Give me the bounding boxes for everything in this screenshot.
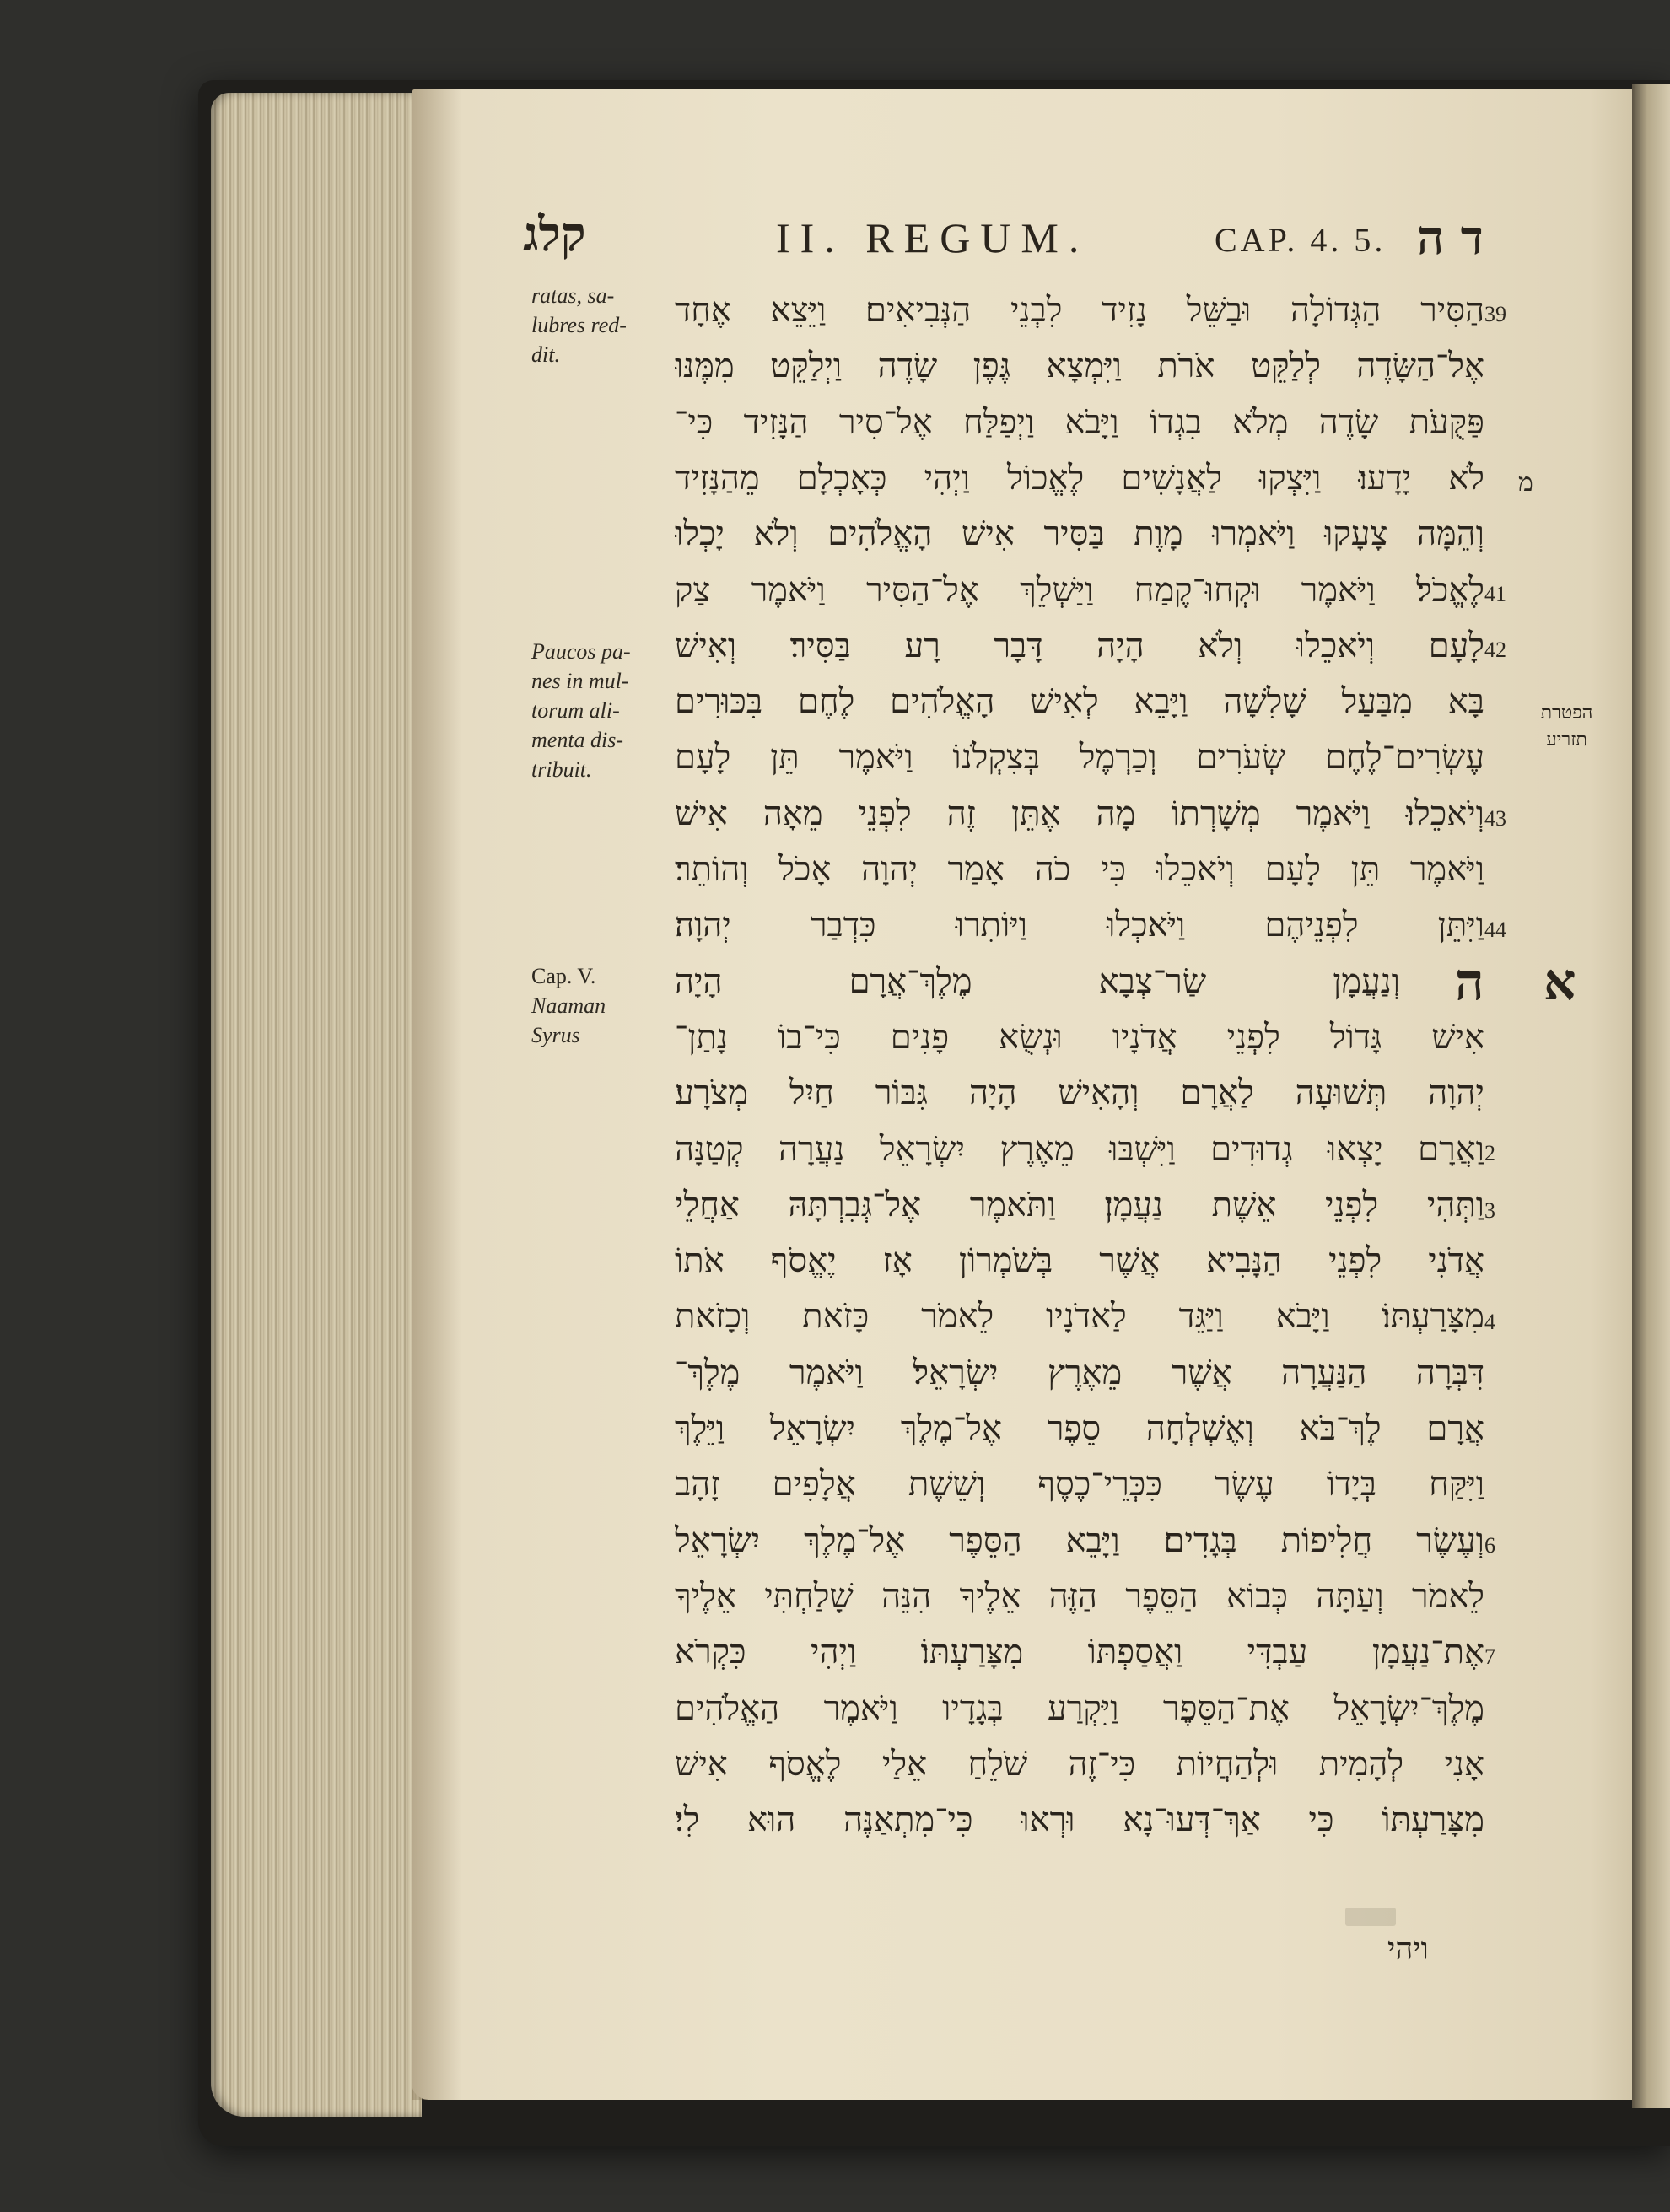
margin-note-line: torum ali- [531,698,620,723]
chapter-label: CAP. 4. 5. [1215,221,1387,259]
margin-note-line: Naaman [531,993,606,1018]
verse-number: 2 [1484,1141,1495,1165]
page-edges [211,93,422,2117]
text-line: לֵאמֹר וְעַתָּה כְּבוֹא הַסֵּפֶר הַזֶּה אֵלֶיךָ הִנֵּה שָׁלַחְתִּי אֵלֶיךָ [675,1577,1484,1616]
margin-note-line: dit. [531,342,560,367]
verse-number: 6 [1484,1533,1495,1558]
text-line: לָעָם וְיֹאכֵלוּ וְלֹא הָיָה דָּבָר רָע בַּסִּיר׃ וְאִישׁ [675,627,1484,665]
text-line: אֲדֹנִי לִפְנֵי הַנָּבִיא אֲשֶׁר בְּשֹׁמְרוֹן אָז יֶאֱסֹף אֹתוֹ [675,1241,1484,1280]
faint-stamp [1345,1908,1396,1926]
folio-number: קלג [523,207,586,262]
text-line: פַּקֻּעֹת שָׂדֶה מְלֹא בִגְדוֹ וַיָּבֹא וַיְפַלַּח אֶל־סִיר הַנָּזִיד כִּי־ [675,403,1484,442]
margin-note-line: nes in mul- [531,669,629,693]
verse-number: 39 [1484,302,1506,326]
text-line: וַיֹּאמֶר תֵּן לָעָם וְיֹאכֵלוּ כִּי כֹה אָמַר יְהוָה אָכֹל וְהוֹתֵר׃ [675,850,1484,889]
text-line: הַסִּיר הַגְּדוֹלָה וּבַשֵּׁל נָזִיד לִבְנֵי הַנְּבִיאִים׃ וַיֵּצֵא אֶחָד [675,291,1484,330]
verse-number: 3 [1484,1198,1495,1223]
text-line: לֹא יָדָעוּ׃ וַיִּצְקוּ לַאֲנָשִׁים לֶאֱכוֹל וַיְהִי כְּאָכְלָם מֵהַנָּזִיד [675,459,1484,498]
margin-note-line: tribuit. [531,757,592,782]
margin-note-line: Syrus [531,1023,580,1047]
page-gutter [1632,84,1670,2108]
haftarah-line: הפטרת [1540,702,1593,724]
text-line: לֶאֱכֹל׃ וַיֹּאמֶר וּקְחוּ־קֶמַח וַיַּשְׁלֵךְ אֶל־הַסִּיר וַיֹּאמֶר צַק [675,571,1484,610]
margin-note-line: Paucos pa- [531,639,631,664]
margin-note-line: lubres red- [531,313,627,337]
chapter-hebrew-letters: ד ה [1417,210,1484,266]
verse-number: 41 [1484,582,1506,606]
margin-note-paucos [531,637,675,784]
text-line: מִצָּרַעְתּוֹ כִּי אַךְ־דְּעוּ־נָא וּרְאוּ כִּי־מִתְאַנֶּה הוּא לִי׃ [675,1800,1484,1839]
text-line: בָּא מִבַּעַל שָׁלִשָׁה וַיָּבֵא לְאִישׁ הָאֱלֹהִים לֶחֶם בִּכּוּרִים [675,682,1484,721]
chapter-letter-right: א [1543,953,1576,1012]
text-line: וְהֵמָּה צָעָקוּ וַיֹּאמְרוּ מָוֶת בַּסִּיר אִישׁ הָאֱלֹהִים וְלֹא יָכְלוּ [675,514,1484,553]
text-line: וַאֲרָם יָצְאוּ גְדוּדִים וַיִּשְׁבּוּ מֵאֶרֶץ יִשְׂרָאֵל נַעֲרָה קְטַנָּה [675,1130,1484,1169]
margin-note-naaman [531,961,675,1050]
text-line: אֶת־נַעֲמָן עַבְדִּי וַאֲסַפְתּוֹ מִצָּרַעְתּוֹ׃ וַיְהִי כִּקְרֹא [675,1633,1484,1671]
margin-note-ratas [531,281,675,369]
text-line: וְעֶשֶׂר חֲלִיפוֹת בְּגָדִים׃ וַיָּבֵא הַסֵּפֶר אֶל־מֶלֶךְ יִשְׂרָאֵל [675,1521,1484,1560]
verse-number: 44 [1484,918,1506,942]
verse-number: 4 [1484,1310,1495,1334]
text-line: אֲרָם לֶךְ־בֹּא וְאֶשְׁלְחָה סֵפֶר אֶל־מֶלֶךְ יִשְׂרָאֵל וַיֵּלֶךְ [675,1409,1484,1448]
haftarah-line: תזריע [1546,729,1587,751]
text-line: מֶלֶךְ־יִשְׂרָאֵל אֶת־הַסֵּפֶר וַיִּקְרַע בְּגָדָיו וַיֹּאמֶר הַאֱלֹהִים [675,1689,1484,1728]
text-line: אָנִי לְהָמִית וּלְהַחֲיוֹת כִּי־זֶה שֹׁלֵחַ אֵלַי לֶאֱסֹף אִישׁ [675,1745,1484,1784]
margin-note-line: menta dis- [531,728,624,752]
text-line: אִישׁ גָּדוֹל לִפְנֵי אֲדֹנָיו וּנְשֻׂא פָנִים כִּי־בוֹ נָתַן־ [675,1018,1484,1057]
verse-number: מ [1518,469,1533,497]
haftarah-note [1527,700,1607,754]
text-line: אֶל־הַשָּׂדֶה לְלַקֵּט אֹרֹת וַיִּמְצָא גֶּפֶן שָׂדֶה וַיְלַקֵּט מִמֶּנּוּ [675,347,1484,385]
verse-number: 7 [1484,1644,1495,1669]
verse-number: 43 [1484,806,1506,831]
running-head [523,207,1510,274]
text-line: וַיִּתֵּן לִפְנֵיהֶם וַיֹּאכְלוּ וַיּוֹתִרוּ כִּדְבַר יְהוָה׃ [675,906,1484,945]
text-line: וַיִּקַּח בְּיָדוֹ עֶשֶׂר כִּכְּרֵי־כֶסֶף וְשֵׁשֶׁת אֲלָפִים זָהָב [675,1465,1484,1504]
margin-note-line: ratas, sa- [531,283,615,308]
text-line: וְנַעֲמָן שַׂר־צְבָא מֶלֶךְ־אֲרָם הָיָה [675,962,1400,1001]
verse-number: 42 [1484,638,1506,662]
book-title: II. REGUM. [776,214,1090,261]
text-line: עֶשְׂרִים־לֶחֶם שְׂעֹרִים וְכַרְמֶל בְּצִקְלֹנוֹ וַיֹּאמֶר תֵּן לָעָם [675,738,1484,777]
text-line: וַתְּהִי לִפְנֵי אֵשֶׁת נַעֲמָן׃ וַתֹּאמֶר אֶל־גְּבִרְתָּהּ אַחֲלֵי [675,1186,1484,1224]
text-line: וְיֹאכֵלוּ׃ וַיֹּאמֶר מְשָׁרְתוֹ מָה אֶתֵּן זֶה לִפְנֵי מֵאָה אִישׁ [675,794,1484,833]
margin-note-line: Cap. V. [531,964,596,988]
catchword: ויהי [1387,1932,1429,1967]
text-line: דִּבְּרָה הַנַּעֲרָה אֲשֶׁר מֵאֶרֶץ יִשְׂרָאֵל׃ וַיֹּאמֶר מֶלֶךְ־ [675,1354,1484,1392]
text-line: מִצָּרַעְתּוֹ׃ וַיָּבֹא וַיַּגֵּד לַאדֹנָיו לֵאמֹר כָּזֹאת וְכָזֹאת [675,1297,1484,1336]
text-line: יְהוָה תְּשׁוּעָה לַאֲרָם וְהָאִישׁ הָיָה גִּבּוֹר חַיִל מְצֹרָע׃ [675,1074,1484,1112]
chapter-letter-inline: ה [1455,953,1484,1012]
